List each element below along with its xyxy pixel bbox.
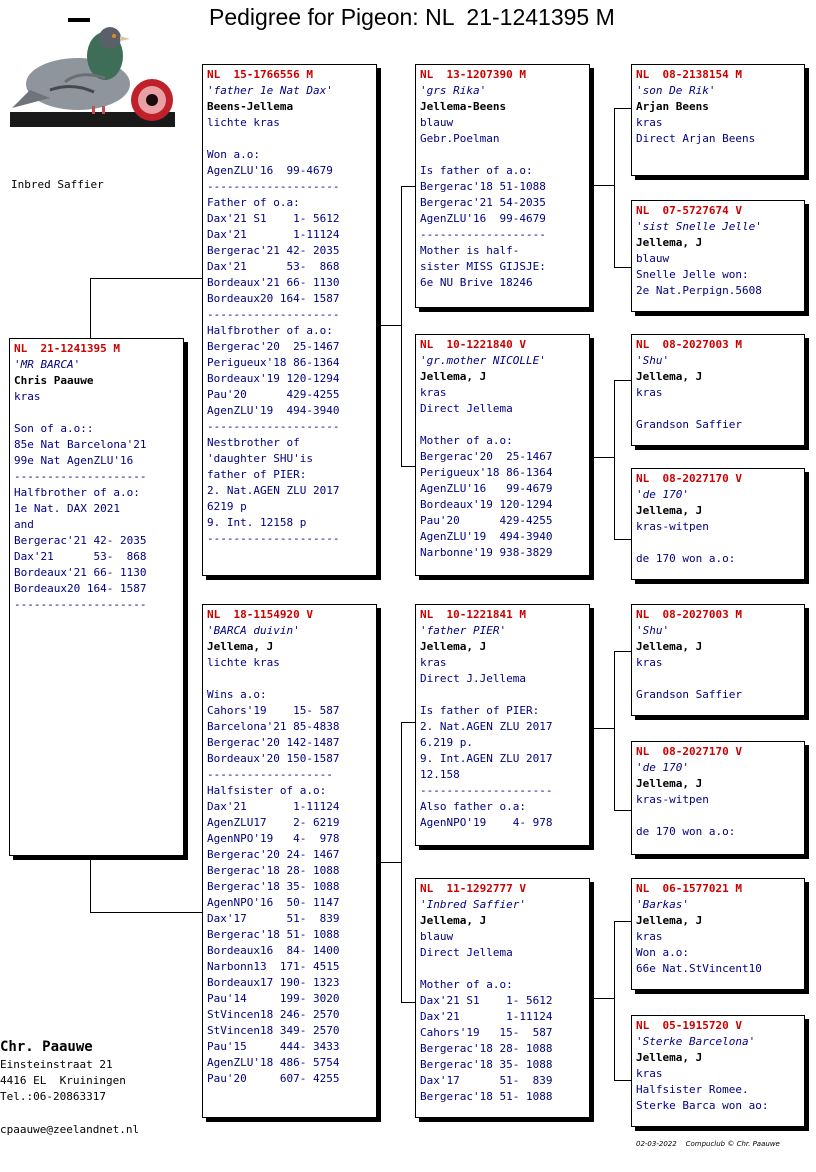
inbred-note: Inbred Saffier: [11, 178, 104, 191]
pedigree-line: Grandson Saffier: [636, 418, 742, 431]
pedigree-line: Bordeaux16 84- 1400: [207, 944, 340, 957]
pedigree-line: [636, 671, 800, 687]
pedigree-line: Bergerac'20 24- 1467: [207, 848, 340, 861]
owner-name: Jellema, J: [636, 504, 703, 517]
pedigree-line: Is father of a.o:: [420, 164, 533, 177]
pedigree-line: --------------------: [14, 470, 147, 483]
owner-name: Chris Paauwe: [14, 374, 94, 387]
pedigree-line: [207, 671, 372, 687]
pedigree-line: Pau'20 607- 4255: [207, 1072, 340, 1085]
connector-line: [594, 728, 614, 729]
pedigree-line: Bordeaux'21 66- 1130: [14, 566, 147, 579]
pedigree-line: --------------------: [207, 420, 340, 433]
pedigree-line: [636, 401, 800, 417]
pedigree-line: father of PIER:: [207, 468, 307, 481]
connector-line: [381, 862, 401, 863]
pedigree-line: Snelle Jelle won:: [636, 268, 749, 281]
connector-line: [614, 651, 632, 652]
pedigree-line: kras-witpen: [636, 520, 709, 533]
pigeon-name: 'de 170': [636, 761, 689, 774]
pigeon-card-great-grandparent[interactable]: [631, 878, 805, 990]
connector-line: [614, 380, 615, 540]
breeder-email[interactable]: cpaauwe@zeelandnet.nl: [0, 1123, 140, 1136]
owner-name: Jellema, J: [636, 640, 703, 653]
pedigree-line: Bordeaux20 164- 1587: [14, 582, 147, 595]
ring-number: NL 08-2138154 M: [636, 68, 742, 81]
breeder-street: Einsteinstraat 21: [0, 1058, 113, 1071]
owner-name: Beens-Jellema: [207, 100, 294, 113]
pedigree-line: 'daughter SHU'is: [207, 452, 313, 465]
pedigree-line: Grandson Saffier: [636, 688, 742, 701]
pedigree-line: 9. Int.AGEN ZLU 2017: [420, 752, 553, 765]
connector-line: [614, 108, 632, 109]
connector-line: [614, 651, 615, 811]
pedigree-line: kras: [636, 386, 663, 399]
pedigree-line: Bergerac'18 35- 1088: [420, 1058, 553, 1071]
pedigree-line: --------------------: [207, 180, 340, 193]
pigeon-card-father[interactable]: [202, 64, 377, 576]
pedigree-line: Halfbrother of a.o:: [14, 486, 140, 499]
pedigree-line: 2. Nat.AGEN ZLU 2017: [207, 484, 340, 497]
pedigree-line: [636, 535, 800, 551]
pedigree-line: Halfbrother of a.o:: [207, 324, 333, 337]
pedigree-line: sister MISS GIJSJE:: [420, 260, 546, 273]
owner-name: Jellema, J: [636, 236, 703, 249]
pedigree-line: Dax'17 51- 839: [420, 1074, 553, 1087]
pedigree-line: Pau'20 429-4255: [420, 514, 553, 527]
pedigree-line: kras: [636, 1067, 663, 1080]
pedigree-line: Narbonn13 171- 4515: [207, 960, 340, 973]
pigeon-card-great-grandparent[interactable]: [631, 468, 805, 580]
pigeon-card-maternal-grandfather[interactable]: [415, 604, 590, 846]
pigeon-card-great-grandparent[interactable]: [631, 64, 805, 176]
connector-line: [401, 722, 402, 1003]
pedigree-line: 2. Nat.AGEN ZLU 2017: [420, 720, 553, 733]
breeder-phone: Tel.:06-20863317: [0, 1090, 106, 1103]
pedigree-line: kras: [636, 656, 663, 669]
pedigree-line: lichte kras: [207, 656, 280, 669]
page-title: Pedigree for Pigeon: NL 21-1241395 M: [209, 4, 615, 30]
pedigree-line: [420, 687, 585, 703]
ring-number: NL 13-1207390 M: [420, 68, 526, 81]
pedigree-line: Bergerac'18 35- 1088: [207, 880, 340, 893]
connector-line: [614, 539, 632, 540]
pedigree-line: Direct Jellema: [420, 402, 513, 415]
pigeon-name: 'gr.mother NICOLLE': [420, 354, 546, 367]
pedigree-line: Dax'21 1-11124: [207, 800, 340, 813]
pedigree-line: lichte kras: [207, 116, 280, 129]
ring-number: NL 11-1292777 V: [420, 882, 526, 895]
pedigree-line: Sterke Barca won ao:: [636, 1099, 769, 1112]
pedigree-line: Direct J.Jellema: [420, 672, 526, 685]
pigeon-photo-drawing: [10, 12, 175, 127]
pedigree-line: Won a.o:: [636, 946, 689, 959]
pedigree-line: Mother of a.o:: [420, 978, 513, 991]
pedigree-line: Barcelona'21 85-4838: [207, 720, 340, 733]
owner-name: Jellema, J: [420, 914, 487, 927]
pedigree-line: Bergerac'18 51- 1088: [207, 928, 340, 941]
pedigree-line: --------------------: [420, 784, 553, 797]
pedigree-line: AgenNPO'19 4- 978: [207, 832, 340, 845]
pigeon-card-paternal-grandfather[interactable]: [415, 64, 590, 308]
pedigree-line: Nestbrother of: [207, 436, 300, 449]
pedigree-line: Bergerac'21 54-2035: [420, 196, 546, 209]
pedigree-line: Cahors'19 15- 587: [420, 1026, 553, 1039]
pedigree-line: AgenZLU'16 99-4679: [420, 212, 546, 225]
owner-name: Jellema, J: [636, 914, 703, 927]
pedigree-line: Mother is half-: [420, 244, 520, 257]
pedigree-line: Dax'21 1-11124: [207, 228, 340, 241]
ring-number: NL 08-2027003 M: [636, 338, 742, 351]
pigeon-card-maternal-grandmother[interactable]: [415, 878, 590, 1118]
pigeon-name: 'Shu': [636, 354, 670, 367]
pedigree-line: AgenNPO'16 50- 1147: [207, 896, 340, 909]
pedigree-line: AgenZLU'16 99-4679: [207, 164, 333, 177]
pigeon-name: 'grs Rika': [420, 84, 487, 97]
pigeon-card-great-grandparent[interactable]: [631, 1015, 805, 1127]
pedigree-line: 99e Nat AgenZLU'16: [14, 454, 134, 467]
pedigree-line: AgenZLU'19 494-3940: [207, 404, 340, 417]
pedigree-line: -------------------: [207, 768, 333, 781]
pedigree-line: kras: [420, 386, 447, 399]
pedigree-line: Narbonne'19 938-3829: [420, 546, 553, 559]
ring-number: NL 08-2027170 V: [636, 745, 742, 758]
ring-number: NL 08-2027170 V: [636, 472, 742, 485]
pedigree-line: kras: [14, 390, 41, 403]
pedigree-line: Dax'21 S1 1- 5612: [420, 994, 553, 1007]
pedigree-line: [420, 147, 585, 163]
pedigree-line: 1e Nat. DAX 2021: [14, 502, 120, 515]
pedigree-line: Halfsister of a.o:: [207, 784, 327, 797]
pedigree-line: --------------------: [207, 532, 340, 545]
connector-line: [614, 380, 632, 381]
pigeon-card-great-grandparent[interactable]: [631, 604, 805, 716]
pedigree-line: Bordeaux'19 120-1294: [207, 372, 340, 385]
pedigree-line: --------------------: [207, 308, 340, 321]
pedigree-line: Dax'21 53- 868: [14, 550, 147, 563]
owner-name: Jellema, J: [636, 1051, 703, 1064]
pigeon-name: 'MR BARCA': [14, 358, 81, 371]
owner-name: Jellema, J: [420, 370, 487, 383]
pedigree-line: Direct Arjan Beens: [636, 132, 756, 145]
pedigree-line: AgenZLU17 2- 6219: [207, 816, 340, 829]
pedigree-line: Father of o.a:: [207, 196, 300, 209]
pigeon-card-great-grandparent[interactable]: [631, 741, 805, 855]
connector-line: [90, 278, 204, 279]
pedigree-line: Direct Jellema: [420, 946, 513, 959]
pedigree-line: Pau'15 444- 3433: [207, 1040, 340, 1053]
pedigree-line: de 170 won a.o:: [636, 552, 736, 565]
pedigree-line: Bergerac'20 142-1487: [207, 736, 340, 749]
ring-number: NL 21-1241395 M: [14, 342, 120, 355]
pigeon-name: 'Inbred Saffier': [420, 898, 526, 911]
pedigree-line: Gebr.Poelman: [420, 132, 500, 145]
pedigree-line: [207, 131, 372, 147]
owner-name: Jellema, J: [636, 777, 703, 790]
connector-line: [594, 185, 614, 186]
pedigree-line: StVincen18 246- 2570: [207, 1008, 340, 1021]
connector-line: [381, 325, 401, 326]
pedigree-line: Bergerac'20 25-1467: [207, 340, 340, 353]
pedigree-line: Bergerac'20 25-1467: [420, 450, 553, 463]
owner-name: Jellema, J: [636, 370, 703, 383]
pedigree-line: Bergerac'18 28- 1088: [207, 864, 340, 877]
breeder-city: 4416 EL Kruiningen: [0, 1074, 126, 1087]
pedigree-line: [420, 961, 585, 977]
pedigree-line: blauw: [420, 116, 454, 129]
owner-name: Jellema-Beens: [420, 100, 507, 113]
pigeon-name: 'de 170': [636, 488, 689, 501]
connector-line: [614, 921, 615, 1081]
breeder-info: [0, 1037, 126, 1105]
pedigree-line: de 170 won a.o:: [636, 825, 736, 838]
pedigree-line: 9. Int. 12158 p: [207, 516, 307, 529]
pedigree-line: Perigueux'18 86-1364: [207, 356, 340, 369]
pedigree-line: -------------------: [420, 228, 546, 241]
pedigree-line: Bordeaux'19 120-1294: [420, 498, 553, 511]
pedigree-line: Bordeaux17 190- 1323: [207, 976, 340, 989]
ring-number: NL 07-5727674 V: [636, 204, 742, 217]
pedigree-line: Perigueux'18 86-1364: [420, 466, 553, 479]
pedigree-line: and: [14, 518, 34, 531]
pedigree-line: Bergerac'18 51- 1088: [420, 1090, 553, 1103]
pigeon-name: 'Shu': [636, 624, 670, 637]
pedigree-line: [636, 808, 800, 824]
owner-name: Jellema, J: [207, 640, 274, 653]
pedigree-line: [14, 405, 179, 421]
breeder-name: Chr. Paauwe: [0, 1039, 93, 1055]
connector-line: [614, 1080, 632, 1081]
pigeon-name: 'Barkas': [636, 898, 689, 911]
ring-number: NL 15-1766556 M: [207, 68, 313, 81]
connector-line: [90, 856, 91, 913]
pedigree-line: AgenZLU'16 99-4679: [420, 482, 553, 495]
pigeon-card-great-grandparent[interactable]: [631, 334, 805, 446]
owner-name: Jellema, J: [420, 640, 487, 653]
pedigree-line: 6e NU Brive 18246: [420, 276, 533, 289]
pigeon-name: 'father PIER': [420, 624, 507, 637]
pedigree-line: 6.219 p.: [420, 736, 473, 749]
pedigree-line: kras-witpen: [636, 793, 709, 806]
pedigree-line: kras: [636, 116, 663, 129]
pedigree-line: --------------------: [14, 598, 147, 611]
pedigree-line: Bordeaux'20 150-1587: [207, 752, 340, 765]
pigeon-name: 'Sterke Barcelona': [636, 1035, 756, 1048]
pedigree-line: AgenZLU'19 494-3940: [420, 530, 553, 543]
pedigree-line: kras: [420, 656, 447, 669]
pedigree-line: AgenZLU'18 486- 5754: [207, 1056, 340, 1069]
pedigree-line: 12.158: [420, 768, 460, 781]
pedigree-line: Bergerac'18 28- 1088: [420, 1042, 553, 1055]
connector-line: [614, 921, 632, 922]
pedigree-line: 6219 p: [207, 500, 247, 513]
pedigree-line: Bergerac'21 42- 2035: [14, 534, 147, 547]
pedigree-line: Dax'17 51- 839: [207, 912, 340, 925]
ring-number: NL 08-2027003 M: [636, 608, 742, 621]
pedigree-line: blauw: [636, 252, 670, 265]
connector-line: [614, 810, 632, 811]
connector-line: [90, 912, 204, 913]
pedigree-line: 2e Nat.Perpign.5608: [636, 284, 762, 297]
ring-number: NL 05-1915720 V: [636, 1019, 742, 1032]
pedigree-line: 85e Nat Barcelona'21: [14, 438, 147, 451]
ring-number: NL 10-1221841 M: [420, 608, 526, 621]
pigeon-name: 'father 1e Nat Dax': [207, 84, 333, 97]
pigeon-card-mother[interactable]: [202, 604, 377, 1118]
ring-number: NL 10-1221840 V: [420, 338, 526, 351]
pedigree-line: kras: [636, 930, 663, 943]
owner-name: Arjan Beens: [636, 100, 709, 113]
pedigree-line: Bordeaux'21 66- 1130: [207, 276, 340, 289]
pedigree-line: Cahors'19 15- 587: [207, 704, 340, 717]
pigeon-name: 'son De Rik': [636, 84, 716, 97]
pedigree-line: Halfsister Romee.: [636, 1083, 749, 1096]
ring-number: NL 06-1577021 M: [636, 882, 742, 895]
pedigree-line: blauw: [420, 930, 454, 943]
pigeon-card-great-grandparent[interactable]: [631, 200, 805, 312]
pedigree-line: Dax'21 S1 1- 5612: [207, 212, 340, 225]
connector-line: [614, 108, 615, 268]
pedigree-line: Dax'21 53- 868: [207, 260, 340, 273]
pigeon-card-paternal-grandmother[interactable]: [415, 334, 590, 576]
pedigree-line: Won a.o:: [207, 148, 260, 161]
pedigree-line: Pau'20 429-4255: [207, 388, 340, 401]
pedigree-line: AgenNPO'19 4- 978: [420, 816, 553, 829]
pedigree-line: Son of a.o::: [14, 422, 94, 435]
footer-credit: 02-03-2022 Compuclub © Chr. Paauwe: [636, 1140, 780, 1148]
pedigree-line: Is father of PIER:: [420, 704, 540, 717]
pedigree-line: StVincen18 349- 2570: [207, 1024, 340, 1037]
pedigree-line: Dax'21 1-11124: [420, 1010, 553, 1023]
connector-line: [614, 267, 632, 268]
pedigree-line: [420, 417, 585, 433]
pedigree-line: Pau'14 199- 3020: [207, 992, 340, 1005]
connector-line: [90, 278, 91, 340]
pedigree-line: Wins a.o:: [207, 688, 267, 701]
ring-number: NL 18-1154920 V: [207, 608, 313, 621]
pigeon-name: 'BARCA duivin': [207, 624, 300, 637]
pedigree-line: 66e Nat.StVincent10: [636, 962, 762, 975]
pigeon-card-subject[interactable]: [9, 338, 184, 856]
connector-line: [401, 186, 402, 467]
pedigree-line: Bergerac'21 42- 2035: [207, 244, 340, 257]
pedigree-line: Bordeaux20 164- 1587: [207, 292, 340, 305]
connector-line: [594, 457, 614, 458]
pedigree-line: Also father o.a:: [420, 800, 526, 813]
connector-line: [594, 998, 614, 999]
pedigree-line: Bergerac'18 51-1088: [420, 180, 546, 193]
pigeon-photo-icon: [10, 12, 175, 127]
pedigree-line: Mother of a.o:: [420, 434, 513, 447]
pigeon-name: 'sist Snelle Jelle': [636, 220, 762, 233]
